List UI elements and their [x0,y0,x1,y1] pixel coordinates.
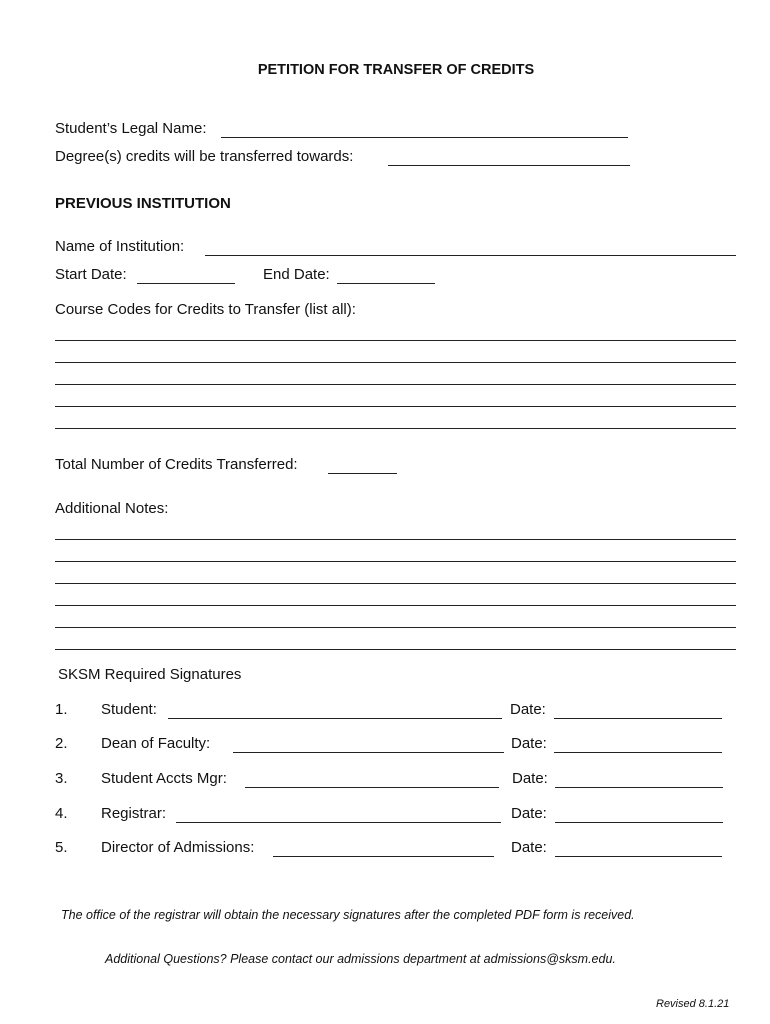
date-label: Date: [511,839,547,856]
signature-number: 2. [55,735,68,752]
date-label: Date: [511,735,547,752]
course-codes-label: Course Codes for Credits to Transfer (list all): [55,301,356,318]
admissions-signature-label: Director of Admissions: [101,839,255,856]
degree-field[interactable] [388,150,630,166]
institution-name-label: Name of Institution: [55,238,185,255]
form-title: PETITION FOR TRANSFER OF CREDITS [257,62,535,78]
student-signature-label: Student: [101,701,157,718]
notes-line[interactable] [55,568,736,584]
course-codes-line[interactable] [55,413,736,429]
course-codes-line[interactable] [55,325,736,341]
end-date-field[interactable] [337,268,435,284]
total-credits-field[interactable] [328,458,397,474]
course-codes-line[interactable] [55,347,736,363]
dean-signature-label: Dean of Faculty: [101,735,211,752]
start-date-label: Start Date: [55,266,127,283]
student-name-field[interactable] [221,122,628,138]
student-accts-date-field[interactable] [555,772,723,788]
dean-signature-field[interactable] [233,737,504,753]
signature-number: 1. [55,701,68,718]
date-label: Date: [511,805,547,822]
course-codes-line[interactable] [55,369,736,385]
end-date-label: End Date: [263,266,330,283]
dean-date-field[interactable] [554,737,722,753]
previous-institution-heading: PREVIOUS INSTITUTION [55,195,231,212]
contact-note: Additional Questions? Please contact our admissions department at admissions@sksm.edu. [105,952,616,966]
footer-note: The office of the registrar will obtain the necessary signatures after the completed PDF form is received. [61,908,635,922]
signature-number: 3. [55,770,68,787]
signature-number: 5. [55,839,68,856]
registrar-signature-field[interactable] [176,807,501,823]
student-date-field[interactable] [554,703,722,719]
course-codes-line[interactable] [55,391,736,407]
student-accts-signature-label: Student Accts Mgr: [101,770,227,787]
notes-line[interactable] [55,634,736,650]
student-accts-signature-field[interactable] [245,772,499,788]
date-label: Date: [510,701,546,718]
additional-notes-label: Additional Notes: [55,500,169,517]
notes-line[interactable] [55,612,736,628]
notes-line[interactable] [55,546,736,562]
date-label: Date: [512,770,548,787]
student-name-label: Student’s Legal Name: [55,120,207,137]
student-signature-field[interactable] [168,703,502,719]
degree-label: Degree(s) credits will be transferred towards: [55,148,354,165]
admissions-date-field[interactable] [555,841,722,857]
signature-number: 4. [55,805,68,822]
registrar-date-field[interactable] [555,807,723,823]
admissions-signature-field[interactable] [273,841,494,857]
signatures-heading: SKSM Required Signatures [58,666,242,683]
institution-name-field[interactable] [205,240,736,256]
notes-line[interactable] [55,524,736,540]
total-credits-label: Total Number of Credits Transferred: [55,456,298,473]
revised-date: Revised 8.1.21 [656,998,730,1010]
registrar-signature-label: Registrar: [101,805,167,822]
start-date-field[interactable] [137,268,235,284]
notes-line[interactable] [55,590,736,606]
